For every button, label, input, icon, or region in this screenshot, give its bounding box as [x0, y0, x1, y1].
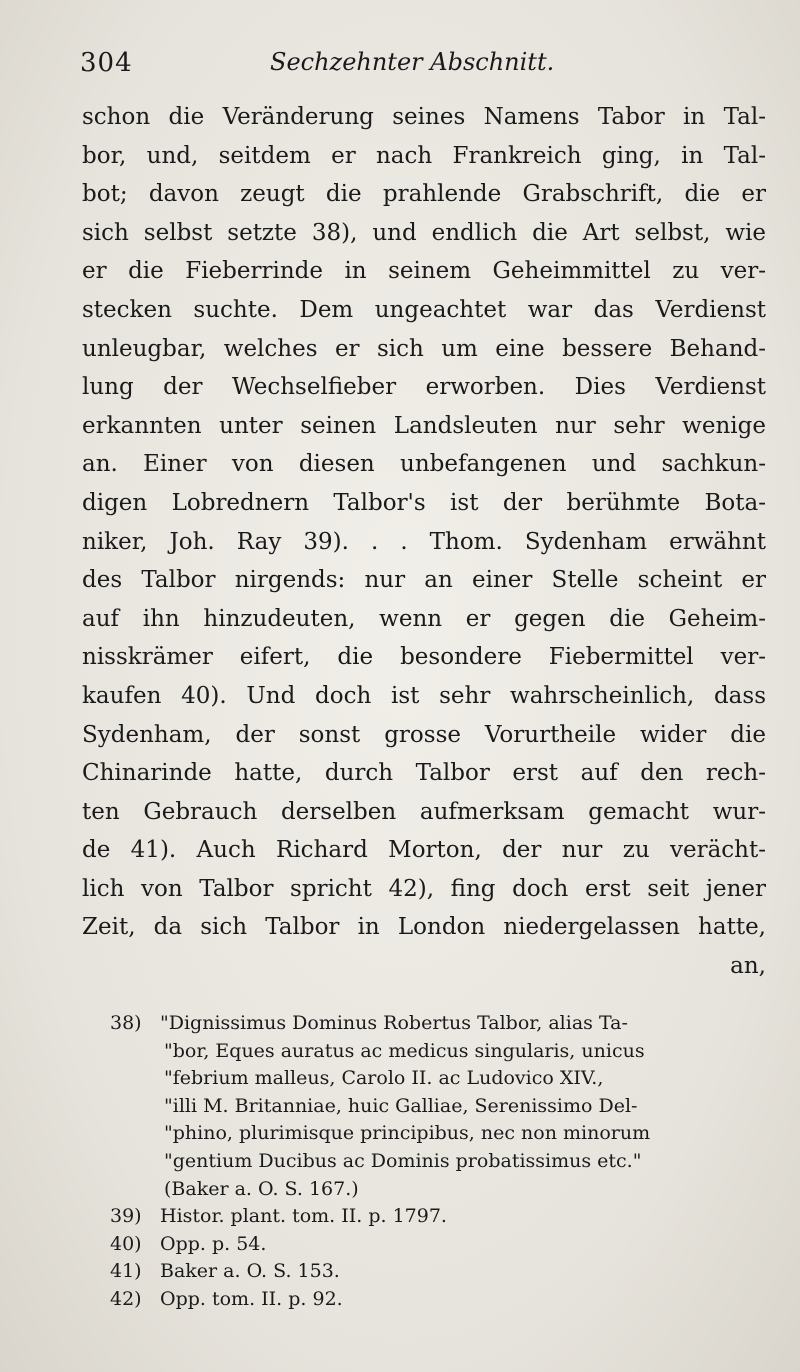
text-line-catchword: an,	[730, 953, 766, 980]
footnote-text: Histor. plant. tom. II. p. 1797.	[160, 1205, 447, 1228]
text-line: lung der Wechselfieber erworben. Dies Verdienst	[82, 374, 766, 401]
text-line: digen Lobrednern Talbor's ist der berühmte Bota-	[82, 489, 766, 516]
text-line: sich selbst setzte 38), und endlich die Art selbst, wie	[82, 219, 766, 246]
footnote-line	[110, 1065, 770, 1093]
footnote-text: Baker a. O. S. 153.	[160, 1260, 340, 1283]
footnote-line	[110, 1286, 770, 1314]
footnote-line	[110, 1203, 770, 1231]
footnote-number: 40)	[110, 1232, 142, 1255]
text-line: bot; davon zeugt die prahlende Grabschrift, die er	[82, 181, 766, 208]
footnote-line	[110, 1120, 770, 1148]
footnote-text: Opp. tom. II. p. 92.	[160, 1287, 343, 1310]
text-line: er die Fieberrinde in seinem Geheimmittel zu ver-	[82, 258, 766, 285]
text-line: niker, Joh. Ray 39). . . Thom. Sydenham erwähnt	[82, 528, 766, 555]
body-text	[82, 98, 766, 986]
text-line: nisskrämer eifert, die besondere Fiebermittel ver-	[82, 644, 766, 671]
text-line: auf ihn hinzudeuten, wenn er gegen die Geheim-	[82, 605, 766, 632]
footnote-line	[110, 1148, 770, 1176]
text-line: stecken suchte. Dem ungeachtet war das Verdienst	[82, 296, 766, 323]
text-line: Sydenham, der sonst grosse Vorurtheile wider die	[82, 721, 766, 748]
text-line: Zeit, da sich Talbor in London niedergelassen hatte,	[82, 914, 766, 941]
footnote-line	[110, 1038, 770, 1066]
text-line: des Talbor nirgends: nur an einer Stelle scheint er	[82, 567, 766, 594]
text-line: de 41). Auch Richard Morton, der nur zu verächt-	[82, 837, 766, 864]
footnote-number: 39)	[110, 1205, 142, 1228]
footnote-text: "illi M. Britanniae, huic Galliae, Serenissimo Del-	[164, 1094, 638, 1117]
text-line: kaufen 40). Und doch ist sehr wahrscheinlich, dass	[82, 682, 766, 709]
footnote-text: Opp. p. 54.	[160, 1232, 267, 1255]
footnote-text: "febrium malleus, Carolo II. ac Ludovico XIV.,	[164, 1067, 604, 1090]
footnote-text: "Dignissimus Dominus Robertus Talbor, alias Ta-	[160, 1012, 628, 1034]
footnote-number: 41)	[110, 1260, 142, 1283]
footnotes	[110, 1010, 770, 1314]
footnote-line	[110, 1093, 770, 1121]
footnote-line	[110, 1258, 770, 1286]
footnote-number: 42)	[110, 1287, 142, 1310]
text-line: unleugbar, welches er sich um eine bessere Behand-	[82, 335, 766, 362]
footnote-text: "gentium Ducibus ac Dominis probatissimus etc."	[164, 1149, 642, 1172]
footnote-text: (Baker a. O. S. 167.)	[164, 1177, 359, 1200]
footnote-line	[110, 1010, 770, 1038]
text-line: erkannten unter seinen Landsleuten nur sehr wenige	[82, 412, 766, 439]
text-line: an. Einer von diesen unbefangenen und sachkun-	[82, 451, 766, 478]
footnote-text: "bor, Eques auratus ac medicus singularis, unicus	[164, 1039, 645, 1062]
running-head	[80, 48, 760, 92]
footnote-line	[110, 1176, 770, 1204]
footnote-line	[110, 1231, 770, 1259]
text-line: bor, und, seitdem er nach Frankreich ging, in Tal-	[82, 142, 766, 169]
footnote-number: 38)	[110, 1012, 142, 1034]
text-line: ten Gebrauch derselben aufmerksam gemacht wur-	[82, 798, 766, 825]
page-number: 304	[80, 48, 133, 78]
text-line: schon die Veränderung seines Namens Tabor in Tal-	[82, 104, 766, 130]
text-line: Chinarinde hatte, durch Talbor erst auf den rech-	[82, 760, 766, 787]
text-line: lich von Talbor spricht 42), fing doch erst seit jener	[82, 875, 766, 902]
section-title: Sechzehnter Abschnitt.	[270, 48, 555, 76]
footnote-text: "phino, plurimisque principibus, nec non minorum	[164, 1122, 651, 1145]
